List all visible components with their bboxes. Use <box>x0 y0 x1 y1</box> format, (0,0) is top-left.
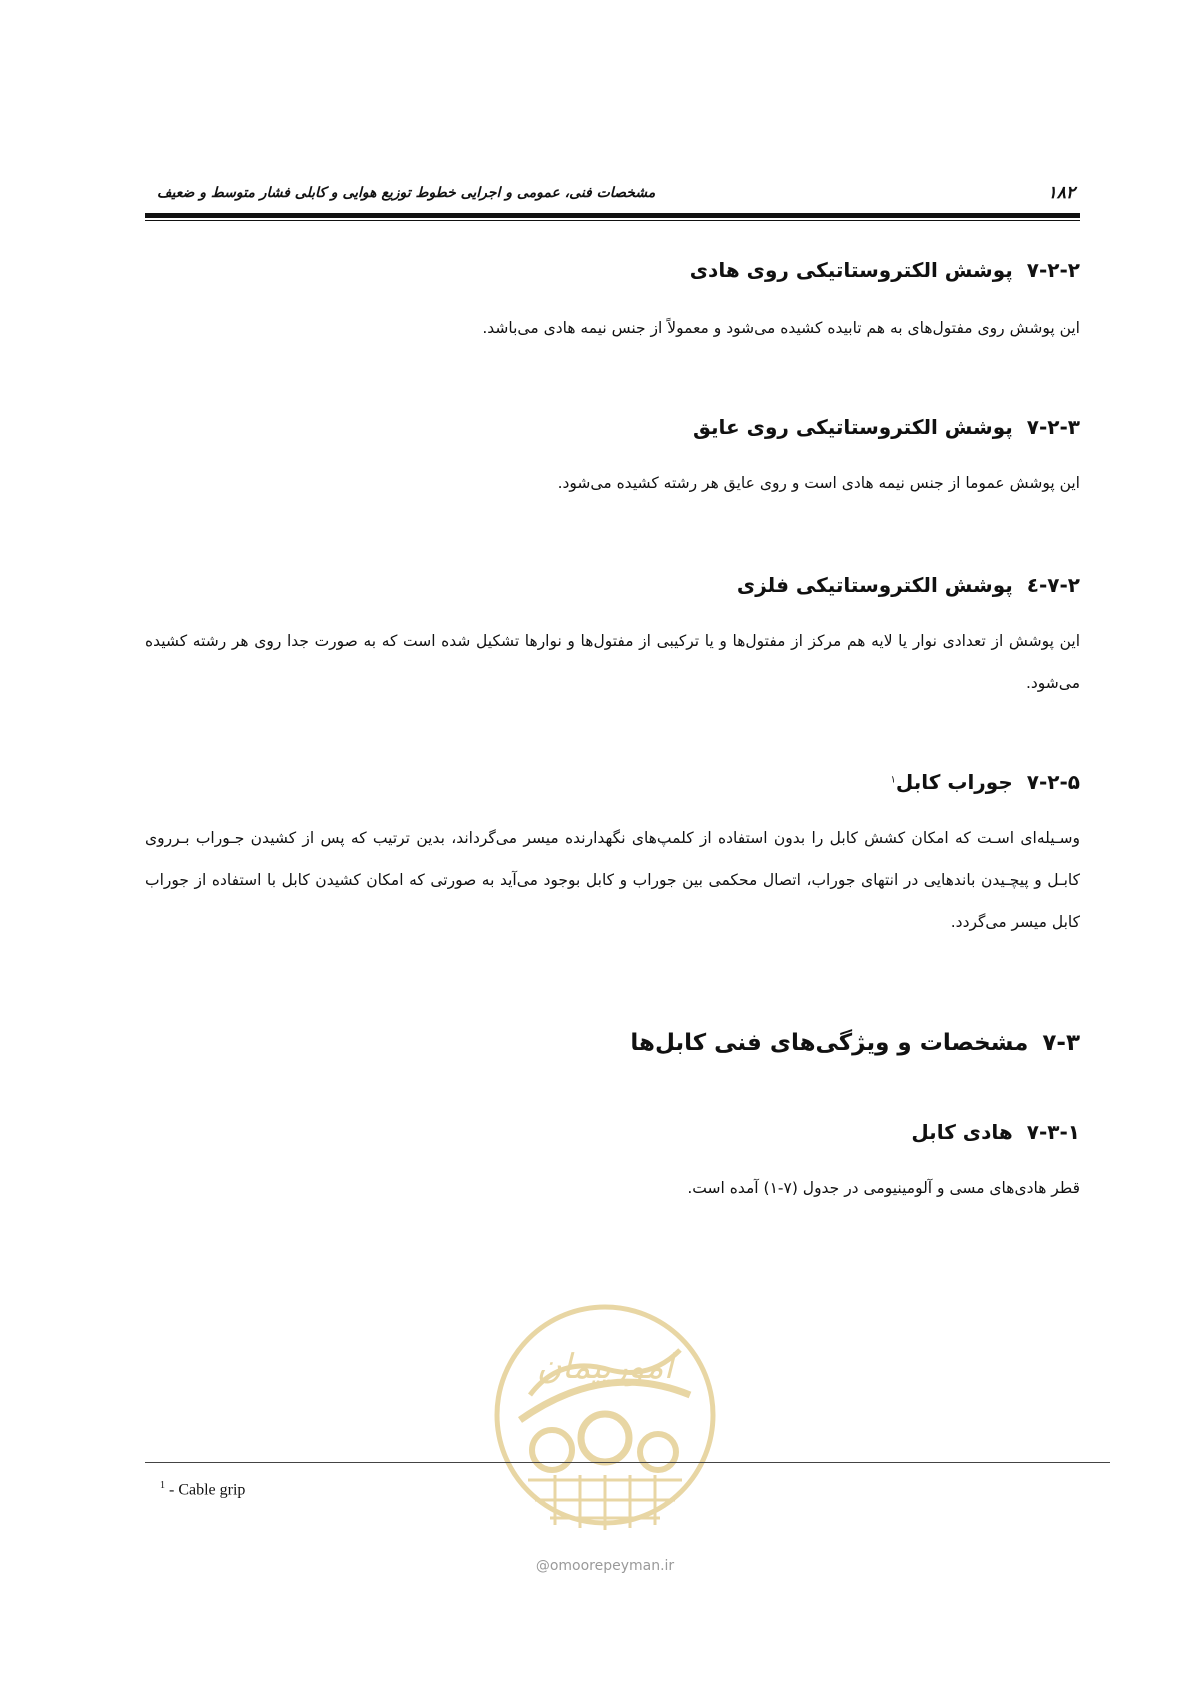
section-title: هادی کابل <box>911 1120 1013 1144</box>
section-heading-7-2-4 <box>145 573 1080 597</box>
paragraph: قطر هادی‌های مسی و آلومینیومی در جدول (۷-۱) آمده است. <box>687 1179 1080 1197</box>
footnote-marker: 1 <box>160 1480 165 1491</box>
section-title: پوشش الکتروستاتیکی فلزی <box>736 573 1013 597</box>
paragraph: این پوشش از تعدادی نوار یا لایه هم مرکز از مفتول‌ها و یا ترکیبی از مفتول‌ها و نوارها تشکیل شده است که به صورت جدا روی هر رشته کشیده می‌شود. <box>145 632 1080 692</box>
header-rule-thin <box>145 220 1080 221</box>
section-number: ۷-۲-۳ <box>1026 415 1080 439</box>
footnote-text: - Cable grip <box>165 1481 246 1499</box>
section-number: ۷-۳ <box>1042 1030 1080 1056</box>
section-title: مشخصات و ویژگی‌های فنی کابل‌ها <box>630 1030 1029 1056</box>
section-heading-7-2-3 <box>145 415 1080 439</box>
section-number: ۷-۳-۱ <box>1026 1120 1080 1144</box>
page-number: ۱۸۲ <box>1047 183 1075 203</box>
section-heading-7-3 <box>145 1030 1080 1056</box>
running-header <box>145 185 1080 209</box>
section-heading-7-2-5 <box>145 770 1080 794</box>
watermark-site-text: @omoorepeyman.ir <box>535 1558 675 1574</box>
section-title: پوشش الکتروستاتیکی روی هادی <box>689 258 1013 282</box>
paragraph: این پوشش روی مفتول‌های به هم تابیده کشیده می‌شود و معمولاً از جنس نیمه هادی می‌باشد. <box>482 319 1080 337</box>
footnote <box>160 1480 245 1499</box>
section-title: جوراب کابل <box>895 770 1013 794</box>
footnote-rule <box>145 1462 1110 1463</box>
section-heading-7-2-2 <box>145 258 1080 282</box>
section-number: ۷-۲-۵ <box>1026 770 1080 794</box>
watermark-logo <box>490 1300 720 1555</box>
paragraph: این پوشش عموما از جنس نیمه هادی است و روی عایق هر رشته کشیده می‌شود. <box>557 474 1080 492</box>
section-title: پوشش الکتروستاتیکی روی عایق <box>692 415 1013 439</box>
paragraph: وسـیله‌ای اسـت که امکان کشش کابل را بدون استفاده از کلمپ‌های نگهدارنده میسر می‌گرداند، بدین ترتیب که پس از کشیدن جـوراب بـرروی کابـل و پیچـیدن باندهایی در انتهای جوراب، اتصال محکمی بین جوراب و کابل بوجود می‌آید به صورتی که امکان کشیدن کابل با استفاده از جوراب کابل میسر می‌گردد. <box>145 829 1080 931</box>
section-number: ۷-۲-٤ <box>1026 573 1080 597</box>
watermark-logo-text: امورپیمان <box>536 1347 674 1387</box>
footnote-reference: ۱ <box>890 774 896 786</box>
header-rule-thick <box>145 213 1080 218</box>
section-number: ۷-۲-۲ <box>1026 258 1080 282</box>
section-heading-7-3-1 <box>145 1120 1080 1144</box>
header-title: مشخصات فنی، عمومی و اجرایی خطوط توزیع هوایی و کابلی فشار متوسط و ضعیف <box>157 185 656 201</box>
